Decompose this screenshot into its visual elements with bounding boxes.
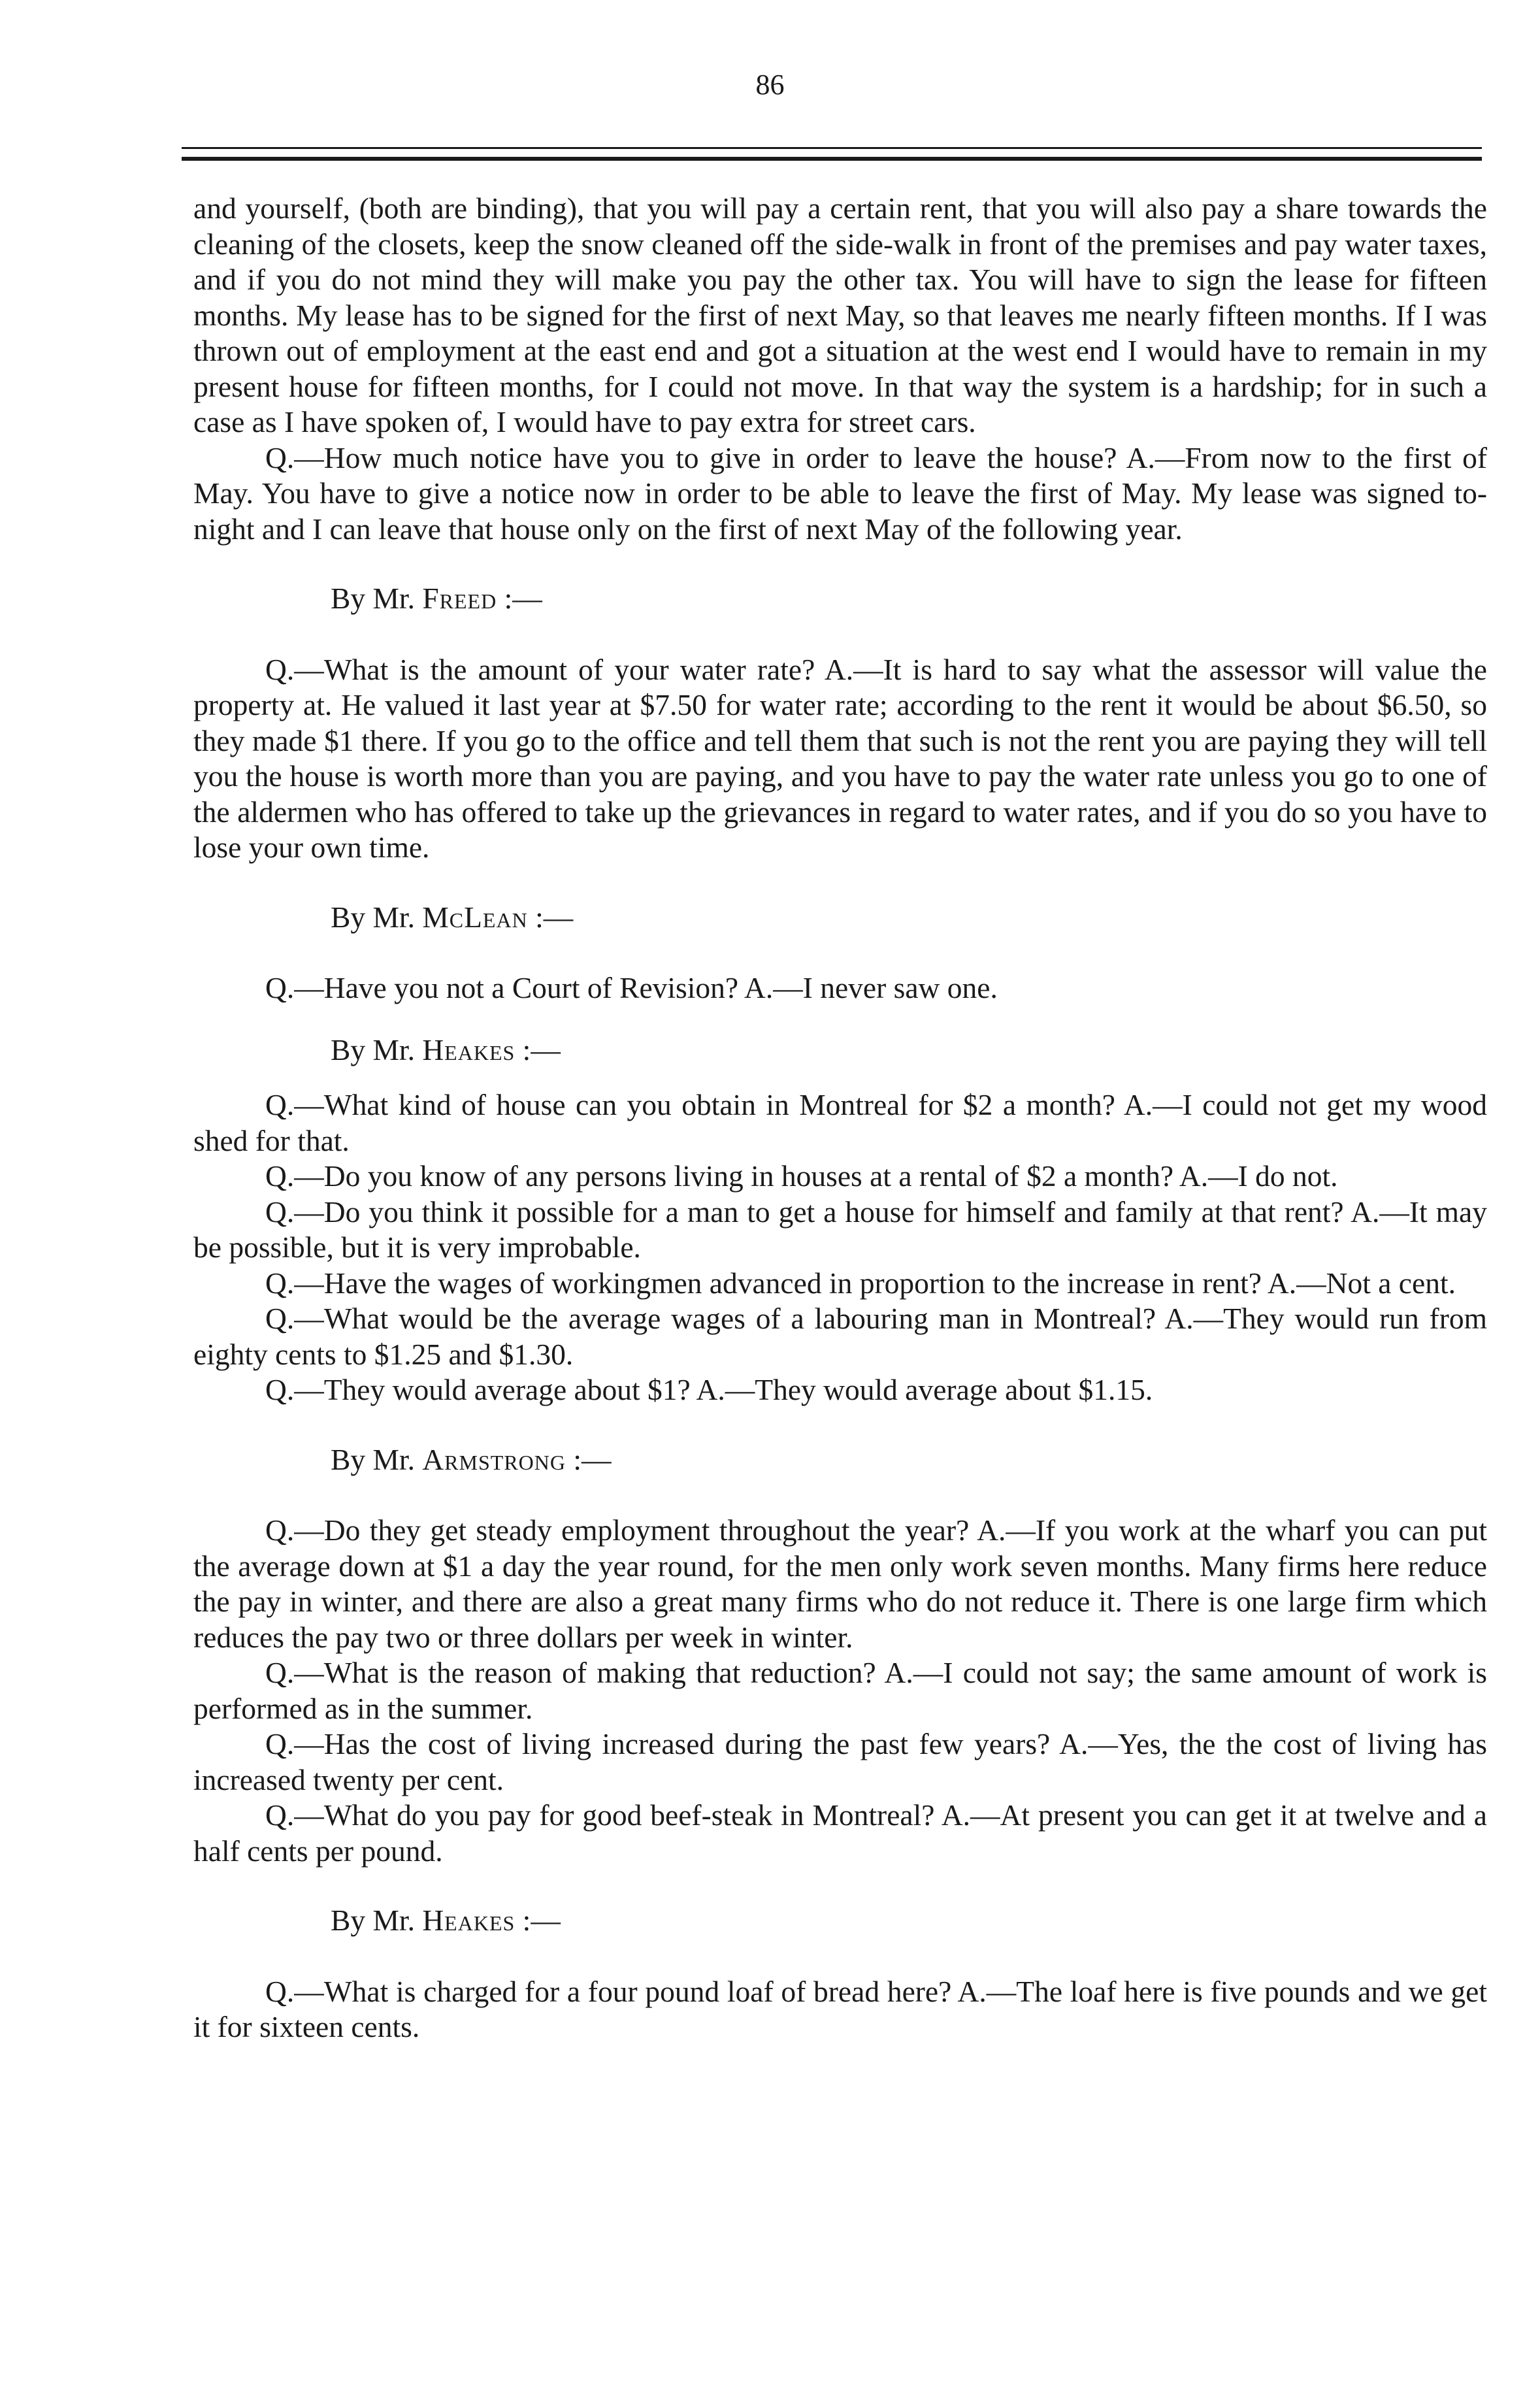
heading-prefix: By Mr. — [331, 1032, 415, 1066]
paragraph: Q.—Do they get steady employment throughout the year? A.—If you work at the wharf you can put the average down at $1 a day the year round, for the men only work seven months. Many firms here reduce the pay in winter, and there are also a great many firms who do not reduce it. There is one large firm which reduces the pay two or three dollars per week in winter. — [193, 1513, 1487, 1654]
paragraph: Q.—What do you pay for good beef-steak in Montreal? A.—At present you can get it at twelve and a half cents per pound. — [193, 1798, 1487, 1868]
paragraph: Q.—What is the reason of making that reduction? A.—I could not say; the same amount of work is performed as in the summer. — [193, 1656, 1487, 1725]
section-heading-mclean — [193, 900, 1487, 936]
paragraph: Q.—What kind of house can you obtain in Montreal for $2 a month? A.—I could not get my wood shed for that. — [193, 1088, 1487, 1157]
heading-suffix: :— — [535, 900, 574, 934]
heading-prefix: By Mr. — [331, 582, 415, 615]
heading-prefix: By Mr. — [331, 1904, 415, 1937]
paragraph: Q.—Has the cost of living increased during the past few years? A.—Yes, the the cost of living has increased twenty per cent. — [193, 1727, 1487, 1796]
paragraph: Q.—Do you know of any persons living in houses at a rental of $2 a month? A.—I do not. — [265, 1159, 1338, 1193]
paragraph: Q.—Have the wages of workingmen advanced in proportion to the increase in rent? A.—Not a cent. — [265, 1266, 1456, 1300]
speaker-name: Heakes — [422, 1904, 516, 1937]
speaker-name: Heakes — [422, 1032, 516, 1066]
paragraph: Q.—They would average about $1? A.—They would average about $1.15. — [265, 1373, 1153, 1406]
paragraph: Q.—Have you not a Court of Revision? A.—I never saw one. — [265, 971, 998, 1004]
paragraph: Q.—Do you think it possible for a man to get a house for himself and family at that rent? A.—It may be possible, but it is very improbable. — [193, 1195, 1487, 1264]
section-heading-heakes-2 — [193, 1903, 1487, 1939]
speaker-name: Freed — [422, 582, 497, 615]
section-heading-heakes — [193, 1032, 1487, 1068]
section-heading-armstrong — [193, 1442, 1487, 1478]
header-rule-thin — [182, 147, 1482, 149]
page-number: 86 — [755, 69, 785, 101]
heading-suffix: :— — [522, 1904, 561, 1937]
paragraph: Q.—What is the amount of your water rate? A.—It is hard to say what the assessor will value the property at. He valued it last year at $7.50 for water rate; according to the rent it would be about $6.50, so they made $1 there. If you go to the office and tell them that such is not the rent you are paying they will tell you the house is worth more than you are paying, and you have to pay the water rate unless you go to one of the aldermen who has offered to take up the grievances in regard to water rates, and if you do so you have to lose your own time. — [193, 652, 1487, 864]
paragraph: Q.—What would be the average wages of a labouring man in Montreal? A.—They would run from eighty cents to $1.25 and $1.30. — [193, 1302, 1487, 1371]
paragraph: and yourself, (both are binding), that you will pay a certain rent, that you will also pay a share towards the cleaning of the closets, keep the snow cleaned off the side-walk in front of the premises and pay water taxes, and if you do not mind they will make you pay the other tax. You will have to sign the lease for fifteen months. My lease has to be signed for the first of next May, so that leaves me nearly fifteen months. If I was thrown out of employment at the east end and got a situation at the west end I would have to remain in my present house for fifteen months, for I could not move. In that way the system is a hardship; for in such a case as I have spoken of, I would have to pay extra for street cars. — [193, 191, 1487, 438]
body-text — [193, 191, 1487, 2045]
section-heading-freed — [193, 581, 1487, 617]
paragraph: Q.—How much notice have you to give in order to leave the house? A.—From now to the first of May. You have to give a notice now in order to be able to leave the first of May. My lease was signed to-night and I can leave that house only on the first of next May of the following year. — [193, 440, 1487, 546]
speaker-name: Armstrong — [422, 1442, 566, 1476]
heading-suffix: :— — [504, 582, 542, 615]
heading-suffix: :— — [522, 1032, 561, 1066]
speaker-name: McLean — [422, 900, 528, 934]
paragraph: Q.—What is charged for a four pound loaf of bread here? A.—The loaf here is five pounds and we get it for sixteen cents. — [193, 1974, 1487, 2043]
heading-prefix: By Mr. — [331, 1442, 415, 1476]
header-rule-thick — [182, 157, 1482, 161]
heading-prefix: By Mr. — [331, 900, 415, 934]
heading-suffix: :— — [573, 1442, 612, 1476]
